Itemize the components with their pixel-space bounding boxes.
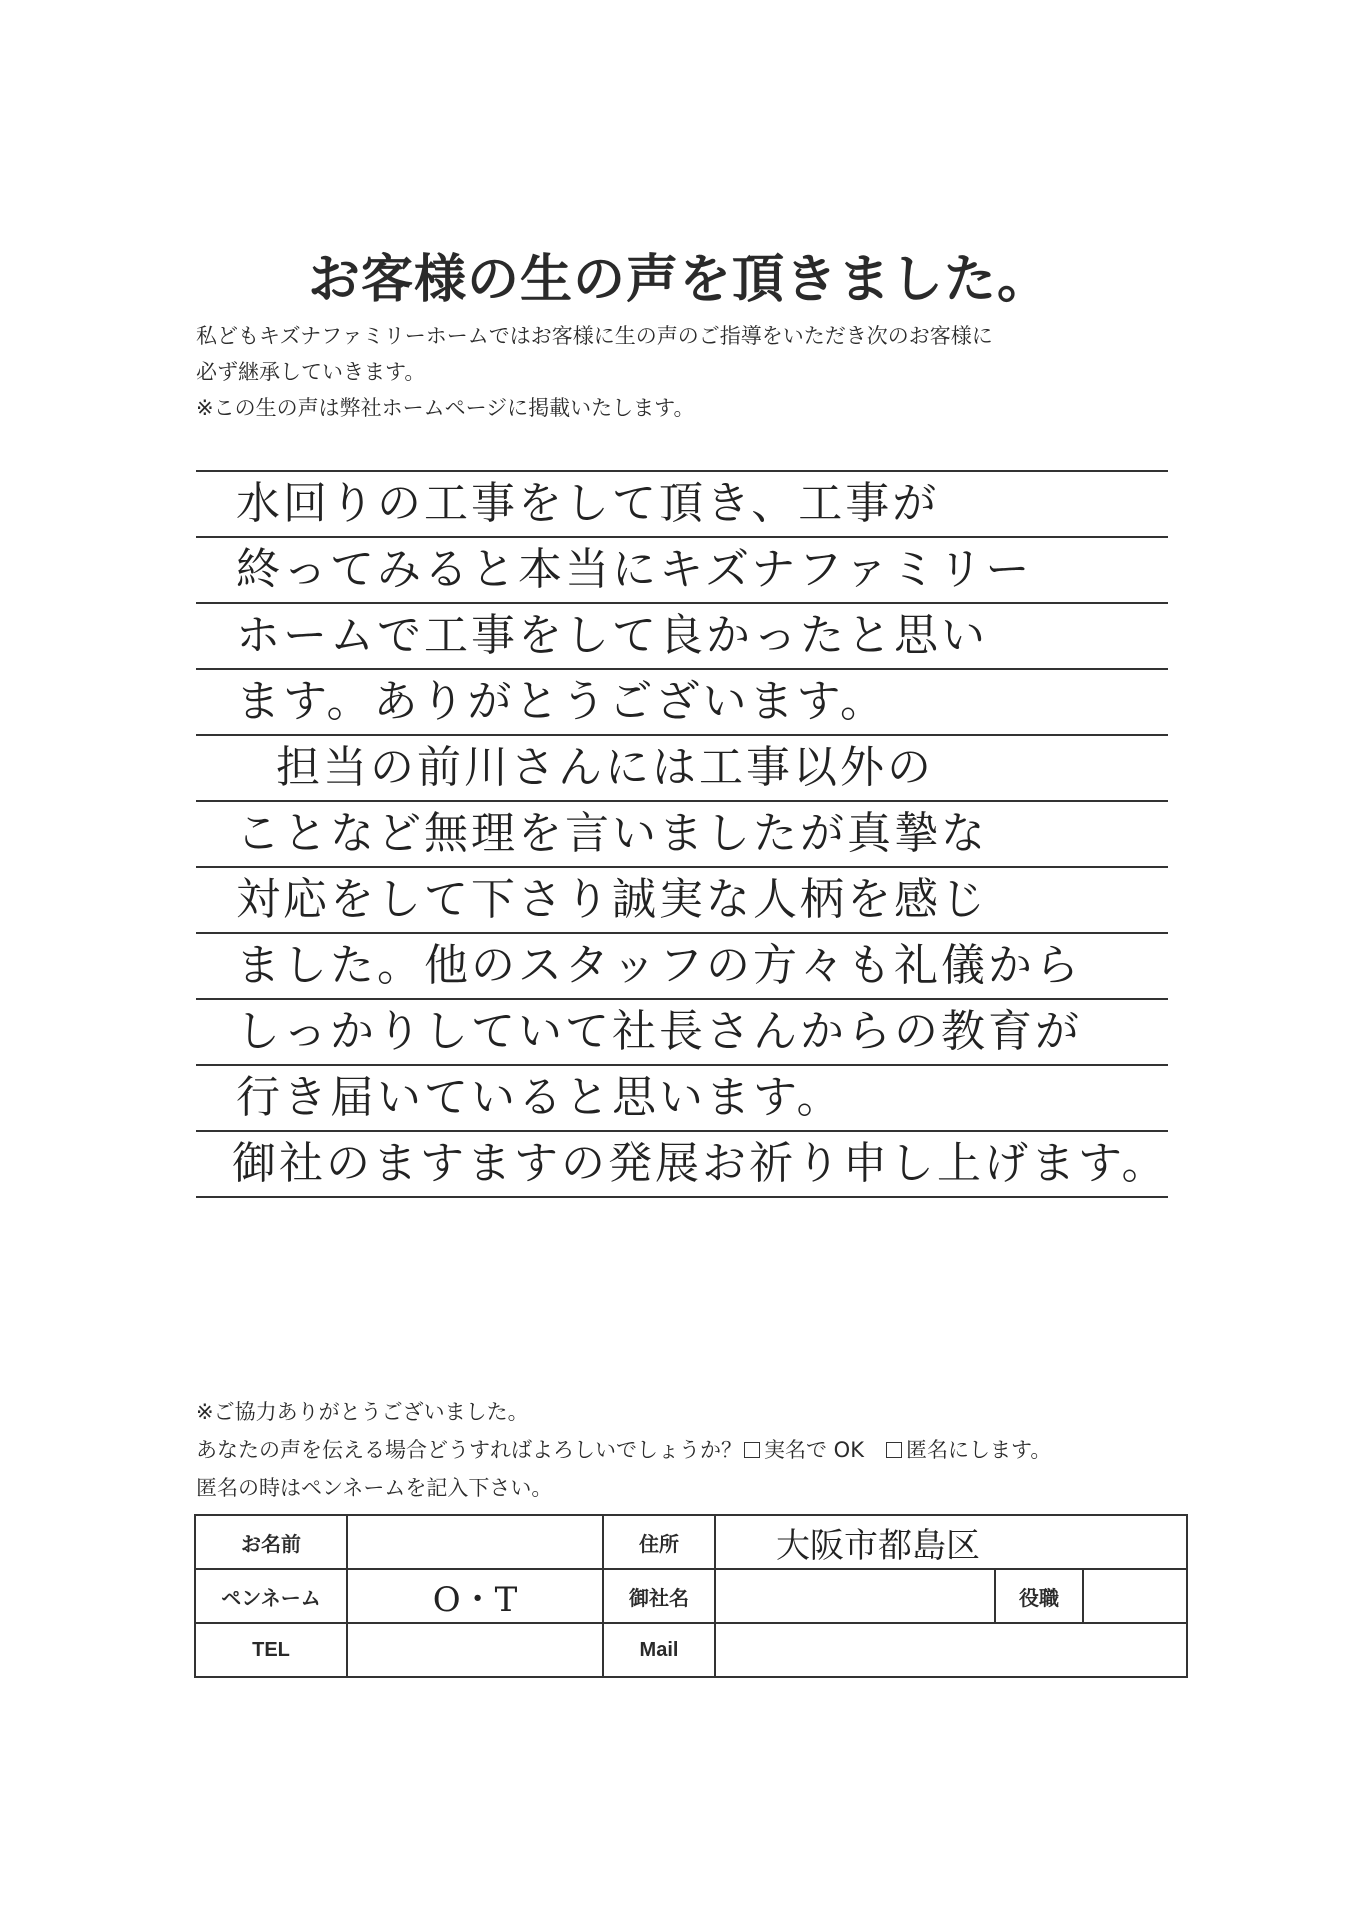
intro-text: [196, 318, 1186, 426]
intro-line: 私どもキズナファミリーホームではお客様に生の声のご指導をいただき次のお客様に: [196, 324, 993, 348]
handwritten-text: しっかりしていて社長さんからの教育が: [236, 1006, 1082, 1057]
consent-question-row: [196, 1431, 1196, 1469]
handwritten-text: 対応をして下さり誠実な人柄を感じ: [236, 874, 988, 925]
ruled-line: [196, 1000, 1168, 1066]
intro-line: ※この生の声は弊社ホームページに掲載いたします。: [196, 396, 695, 420]
handwritten-text: ました。他のスタッフの方々も礼儀から: [236, 940, 1082, 991]
ruled-line: [196, 670, 1168, 736]
name-label: お名前: [195, 1515, 347, 1569]
table-row: [195, 1623, 1187, 1677]
ruled-line: [196, 604, 1168, 670]
ruled-line: [196, 1066, 1168, 1132]
handwritten-text: 終ってみると本当にキズナファミリー: [236, 544, 1033, 595]
anonymous-note: 匿名の時はペンネームを記入下さい。: [196, 1476, 553, 1500]
handwritten-text: 水回りの工事をして頂き、工事が: [236, 478, 940, 529]
handwritten-text: 行き届いていると思います。: [236, 1072, 844, 1123]
ruled-line: [196, 736, 1168, 802]
address-label: 住所: [603, 1515, 715, 1569]
intro-line: 必ず継承していきます。: [196, 360, 426, 384]
handwritten-comment-area: [196, 472, 1168, 1198]
position-label: 役職: [995, 1569, 1083, 1623]
position-field[interactable]: [1083, 1569, 1187, 1623]
consent-question: あなたの声を伝える場合どうすればよろしいでしょうか？: [196, 1438, 742, 1462]
name-field[interactable]: [347, 1515, 603, 1569]
table-row: [195, 1569, 1187, 1623]
real-name-checkbox[interactable]: [744, 1442, 760, 1458]
table-row: [195, 1515, 1187, 1569]
anonymous-option-label: 匿名にします。: [906, 1438, 1052, 1462]
ruled-line: [196, 934, 1168, 1000]
handwritten-text: ます。ありがとうございます。: [236, 676, 887, 727]
ruled-line: [196, 538, 1168, 604]
handwritten-text: ホームで工事をして良かったと思い: [236, 610, 988, 661]
handwritten-text: ことなど無理を言いましたが真摯な: [236, 808, 988, 859]
handwritten-text: 担当の前川さんには工事以外の: [276, 742, 934, 793]
address-field[interactable]: 大阪市都島区: [715, 1515, 1187, 1569]
handwritten-text: 御社のますますの発展お祈り申し上げます。: [232, 1138, 1169, 1189]
thanks-note: ※ご協力ありがとうございました。: [196, 1400, 529, 1424]
consent-section: [196, 1393, 1196, 1507]
ruled-line: [196, 472, 1168, 538]
penname-label: ペンネーム: [195, 1569, 347, 1623]
company-label: 御社名: [603, 1569, 715, 1623]
penname-field[interactable]: O・T: [347, 1569, 603, 1623]
company-field[interactable]: [715, 1569, 995, 1623]
ruled-line: [196, 868, 1168, 934]
ruled-line: [196, 1132, 1168, 1198]
real-name-option-label: 実名で OK: [764, 1438, 864, 1462]
ruled-line: [196, 802, 1168, 868]
mail-label: Mail: [603, 1623, 715, 1677]
tel-label: TEL: [195, 1623, 347, 1677]
customer-info-table: [194, 1514, 1188, 1678]
anonymous-checkbox[interactable]: [886, 1442, 902, 1458]
page-title: お客様の生の声を頂きました。: [307, 250, 1050, 310]
mail-field[interactable]: [715, 1623, 1187, 1677]
tel-field[interactable]: [347, 1623, 603, 1677]
